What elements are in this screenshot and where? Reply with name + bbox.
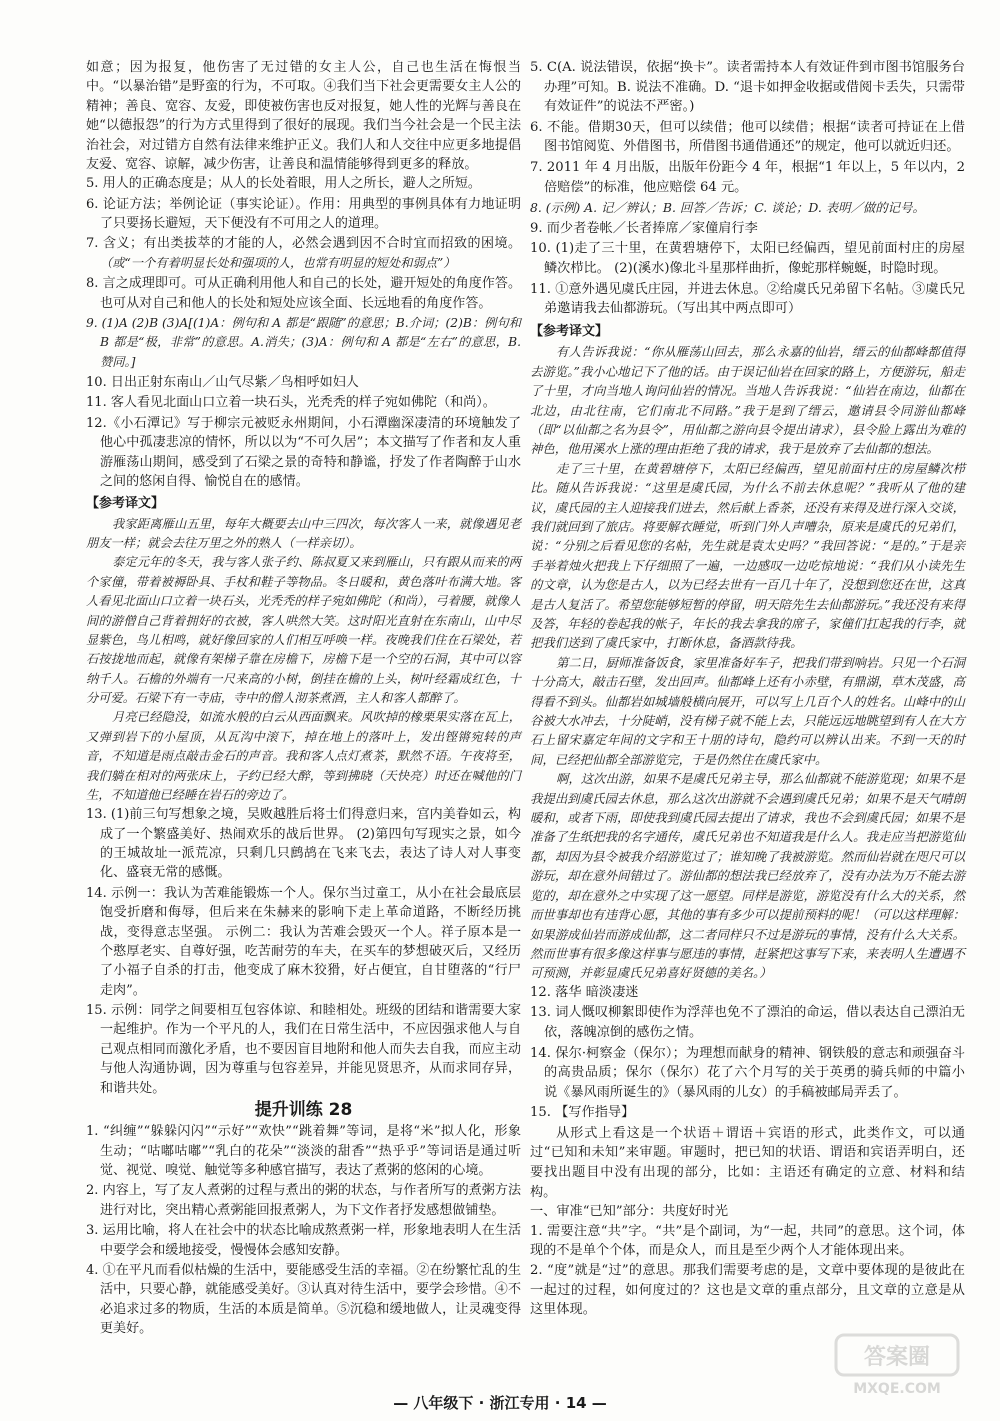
answer-12: 12.《小石潭记》写于柳宗元被贬永州期间，小石潭幽深凄清的环境触发了他心中孤凄悲凉的情怀，所以以为“不可久居”；本文描写了作者和友人重游雁荡山期间，感受到了石梁之景的奇特和静谧，抒发了作者陶醉于山水之间的悠闲自得、愉悦自在的感情。	[86, 415, 521, 489]
writing-guide-1: 从形式上看这是一个状语＋谓语＋宾语的形式，此类作文，可以通过“已知和未知”来审题。审题时，把已知的状语、谓语和宾语弄明白，还要找出题目中没有出现的部分，比如：主语还有确定的立意、材料和结构。	[530, 1125, 965, 1200]
answer-r9: 9. 而少者卷帐／长者捧席／家僮肩行李	[530, 220, 758, 236]
answer-r5: 5. C(A. 说法错误，依据“换卡”。读者需持本人有效证件到市图书馆服务台办理”可知。B. 说法不准确。D. “退卡如押金收据或借阅卡丢失，只需带有效证件”的说法不严密。)	[530, 60, 965, 115]
continued-answer: 如意；因为报复，他伤害了无过错的女主人公，自己也生活在悔恨当中。“以暴治错”是野蛮的行为，不可取。④我们当下社会更需要女主人公的精神；善良、宽容、友爱，即使被伤害也反对报复，她人性的光辉与善良在她“以德报怨”的行为方式里得到了很好的展现。我们当今社会是一个民主法治社会，对过错方自然有法律来维护正义。我们人和人交往中应更多地提倡友爱、宽容、谅解，减少伤害，让善良和温情能够得到更多的释放。	[86, 60, 521, 172]
watermark-logo-icon	[832, 1329, 962, 1399]
answer-11: 11. 客人看见北面山口立着一块石头，光秃秃的样子宛如佛陀（和尚）。	[86, 395, 496, 411]
left-column	[86, 58, 521, 1339]
answer-6: 6. 论证方法；举例论证（事实论证）。作用：用典型的事例具体有力地证明了只要扬长避短，天下便没有不可用之人的道理。	[86, 196, 521, 231]
answer-r7: 7. 2011 年 4 月出版，出版年份距今 4 年，根据“1 年以上，5 年以内，2倍赔偿”的标准，他应赔偿 64 元。	[530, 159, 965, 195]
writing-guide-3: 1. 需要注意“共”字。“共”是个副词，为“一起，共同”的意思。这个词，体现的不是单个个体，而是众人，而且是至少两个人才能体现出来。	[530, 1223, 965, 1259]
section-answer-2: 2. 内容上，写了友人煮粥的过程与煮出的粥的状态，与作者所写的煮粥方法进行对比，突出精心煮粥能回报煮粥人，为下文作者抒发感想做铺垫。	[86, 1183, 521, 1218]
reference-translation-tag-right: 【参考译文】	[530, 323, 609, 339]
section-answer-1: 1. “纠缠”“躲躲闪闪”“示好”“欢快”“跳着舞”等词，是将“米”拟人化，形象生动；“咕嘟咕嘟”“乳白的花朵”“淡淡的甜香”“热乎乎”等词语是通过听觉、视觉、嗅觉、触觉等多种感官描写，表达了煮粥的悠闲的心境。	[86, 1124, 521, 1178]
right-translation-4: 啊，这次出游，如果不是虞氏兄弟主导，那么仙都就不能游览现；如果不是我提出到虞氏园去休息，那么这次出游就不会遇到虞氏兄弟；如果不是天气晴朗暖和，或者下雨，即使我到虞氏园去提出了请求，我也不会到虞氏园；如果不是准备了生纸把我的名字通传，虞氏兄弟也不知道我是什么人。我走应当把游览仙都，却因为县令被我介绍游览过了；谁知晚了我被游览。然而仙岩就在咫尺可以游玩，却在意外间错过了。游仙都的想法我已经放弃了，没有办法为万不能去游览的，却在意外之中实现了这一愿望。同样是游览，游览没有什么大的关系，然而世事却也有违背心愿，其他的事有多少可以提前预料的呢！（可以这样理解：如果游成仙岩而游成仙都，这二者同样只不过是游玩的事情，没有什么大关系。然而世事有很多像这样事与愿违的事情，赶紧把这事写下来，来表明人生遭遇不可预测，并彰显虞氏兄弟喜好贤德的美名。）	[530, 771, 965, 981]
right-column	[530, 58, 965, 1320]
answer-r15: 15. 【写作指导】	[530, 1105, 635, 1121]
translation-paragraph-3: 月亮已经隐没，如流水般的白云从西面飘来。风吹掉的橡栗果实落在瓦上，又弹到岩下的小屋顶，从瓦沟中滚下，掉在地上的落叶上，发出铿锵宛转的声音，不知道是雨点敲击金石的声音。我和客人点灯煮茶，默然不语。午夜将至，我们躺在相对的两张床上，子约已经大醉，等到拂晓（天快亮）时还在喊他的门生，不知道他已经睡在岩石的旁边了。	[86, 710, 521, 802]
section-answer-4: 4. ①在平凡而看似枯燥的生活中，要能感受生活的幸福。②在纷繁忙乱的生活中，只要心静，就能感受美好。③认真对待生活中，要学会珍惜。④不必追求过多的物质，生活的本质是简单。⑤沉稳和缓地做人，让灵魂变得更美好。	[86, 1262, 521, 1336]
answer-13: 13. (1)前三句写想象之境，吴败越胜后将士们得意归来，宫内美眷如云，构成了一个繁盛美好、热闹欢乐的战后世界。 (2)第四句写现实之景，如今的王城故址一派荒凉，只剩几只鹧鸪在飞来飞去，表达了诗人对人事变化、盛衰无常的感慨。	[86, 807, 521, 881]
svg-text:答案圈: 答案圈	[863, 1345, 931, 1370]
answer-9: 9. (1)A (2)B (3)A[(1)A：例句和 A 都是“跟随”的意思；B.介词；(2)B：例句和 B 都是“极，非常”的意思。A.消失；(3)A：例句和 A 都是“左右”的意思，B.赞同。]	[86, 315, 521, 369]
right-translation-3: 第二日，厨师准备饭食，家里准备好车子，把我们带到响岩。只见一个石洞十分高大，敲击石壁，发出回声。仙都峰上还有小赤壁，有鼎湖，草木茂盛，高得看不到头。仙都岩如城墙般横向展开，可以写上几百个人的姓名。山峰中的山谷被大水冲去，十分陡峭，没有梯子就不能上去，只能远远地眺望到有人在大方石上留宋嘉定年间的文字和王十朋的诗句，隐约可以辨认出来。不到一天的时间，已经把仙都全部游览完，于是仍然住在虞氏家中。	[530, 654, 965, 767]
answer-10: 10. 日出正射东南山／山气尽紫／鸟相呼如妇人	[86, 375, 359, 390]
answer-r13: 13. 词人慨叹柳絮即使作为浮萍也免不了漂泊的命运，借以表达自己漂泊无依，落魄凉倒的感伤之情。	[530, 1005, 965, 1040]
reference-translation-tag: 【参考译文】	[86, 496, 165, 512]
answer-r8: 8. (示例) A. 记／辨认；B. 回答／告诉；C. 谈论；D. 表明／做的记号。	[530, 200, 925, 216]
answer-15: 15. 示例：同学之间要相互包容体谅、和睦相处。班级的团结和谐需要大家一起维护。作为一个平凡的人，我们在日常生活中，不应因强求他人与自己观点相同而激化矛盾，也不要因盲目地附和他人而失去自我，而应主动与他人沟通协调，因为尊重与包容差异，并能见贤思齐，从而求同存异，和谐共处。	[86, 1003, 521, 1096]
svg-text:MXQE.COM: MXQE.COM	[853, 1381, 941, 1397]
answer-14: 14. 示例一：我认为苦难能锻炼一个人。保尔当过童工，从小在社会最底层饱受折磨和侮辱，但后来在朱赫来的影响下走上革命道路，不断经历挑战，变得意志坚强。 示例二：我认为苦难会毁灭一个人。祥子原本是一个憨厚老实、自尊好强，吃苦耐劳的车夫，在买车的梦想破灭后，又经历了小福子自杀的打击，他变成了麻木狡猾，好占便宜，自甘堕落的“行尸走肉”。	[86, 885, 521, 998]
section-title: 提升训练 28	[254, 1099, 353, 1120]
answer-r14: 14. 保尔·柯察金（保尔）；为理想而献身的精神、钢铁般的意志和顽强奋斗的高贵品质；保尔（保尔）花了六个月写的关于英勇的骑兵师的中篇小说《暴风雨所诞生的》（暴风雨的儿女）的手稿被邮局弄丢了。	[530, 1045, 965, 1100]
page-footer: — 八年级下 · 浙江专用 · 14 —	[393, 1394, 607, 1412]
answer-r6: 6. 不能。借期30天，但可以续借；他可以续借；根据“读者可持证在上借图书馆阅览、外借图书，所借图书通借通还”的规定，他可以就近归还。	[530, 119, 965, 155]
right-translation-2: 走了三十里，在黄碧塘停下，太阳已经偏西，望见前面村庄的房屋鳞次栉比。随从告诉我说：“这里是虞氏园，为什么不前去休息呢？”我听从了他的建议，虞氏园的主人迎接我们进去，然后献上香茶，还没有来得及进行深入交谈，我们就回到了旅店。将要解衣睡觉，听到门外人声嘈杂，原来是虞氏的兄弟们，说：“分别之后看见您的名帖，先生就是袁太史吗？”我回答说：“是的。”于是亲手举着烛火把我上下仔细照了一遍，一边感叹一边吃惊地说：“我们从小读先生的文章，认为您是古人，以为已经去世有一百几十年了，没想到您还在世，这真是古人复活了。希望您能够短暂的停留，明天陪先生去仙都游玩。”我还没有来得及答，年轻的卷起我的帐子，年长的我去拿我的席子，家僮们扛起我的行李，就把我们送到了虞氏家中，打断休息，备酒款待我。	[530, 460, 965, 651]
answer-7-text: 7. 含义；有出类拔萃的才能的人，必然会遇到因不合时宜而招致的困境。	[86, 236, 521, 252]
answer-r12: 12. 落华 暗淡凄迷	[530, 984, 639, 1000]
writing-guide-4: 2. “度”就是“过”的意思。那我们需要考虑的是，文章中要体现的是彼此在一起过的过程，如何度过的？这也是文章的重点部分，且文章的立意是从这里体现。	[530, 1263, 965, 1318]
answer-5: 5. 用人的正确态度是；从人的长处着眼，用人之所长，避人之所短。	[86, 176, 481, 192]
answer-7-note: （或“一个有着明显长处和强项的人，也常有明显的短处和弱点”）	[100, 255, 456, 270]
answer-8: 8. 言之成理即可。可从正确利用他人和自己的长处，避开短处的角度作答。也可从对自己和他人的长处和短处应该全面、长远地看的角度作答。	[86, 276, 521, 311]
answer-7	[86, 234, 521, 273]
answer-r10: 10. (1)走了三十里，在黄碧塘停下，太阳已经偏西，望见前面村庄的房屋鳞次栉比。 (2)(溪水)像北斗星那样曲折，像蛇那样蜿蜒，时隐时现。	[530, 241, 965, 276]
answer-r11: 11. ①意外遇见虞氏庄园，并进去休息。②给虞氏兄弟留下名帖。③虞氏兄弟邀请我去仙都游玩。（写出其中两点即可）	[530, 281, 965, 317]
writing-guide-2: 一、审准“已知”部分：共度好时光	[530, 1204, 729, 1220]
right-translation-1: 有人告诉我说：“你从雁荡山回去，那么永嘉的仙岩，缙云的仙都峰都值得去游览。”我小心地记下了他的话。由于误记仙岩在回家的路上，方便游玩，船走了十里，才向当地人询问仙岩的情况。当地人告诉我说：“仙岩在南边，仙都在北边，由北往南，它们南北不同路。”我于是到了缙云，邀请县令同游仙都峰（即“以仙都之名为县令”，用仙都之游向县令提出请求），县令脸上露出为难的神色，他用溪水上涨的理由拒绝了我的请求，我于是放弃了去仙都的想法。	[530, 344, 965, 457]
section-answer-3: 3. 运用比喻，将人在社会中的状态比喻成熬煮粥一样，形象地表明人在生活中要学会和缓地接受，慢慢体会感知安静。	[86, 1223, 521, 1258]
translation-paragraph-1: 我家距离雁山五里，每年大概要去山中三四次，每次客人一来，就像遇见老朋友一样；就会去往万里之外的熟人（一样亲切）。	[86, 516, 521, 550]
translation-paragraph-2: 泰定元年的冬天，我与客人张子约、陈叔夏又来到雁山，只有跟从而来的两个家僮，带着被褥卧具、手杖和鞋子等物品。冬日暖和，黄色落叶布满大地。客人看见北面山口立着一块石头，光秃秃的样子宛如佛陀（和尚），弓着腰，就像人间的游僧自己背着拥好的衣被，客人哄然大笑。这时阳光直射在东南山，山中尽显紫色，鸟儿相鸣，就好像回家的人们相互呼唤一样。夜晚我们住在石梁处，若石按拢地而起，就像有架梯子靠在房檐下，房檐下是一个空的石洞，其中可以容纳千人。石檐的外端有一尺来高的小树，倒挂在檐的上头，树叶经霜成红色，十分可爱。石梁下有一寺庙，寺中的僧人沏茶煮酒，主人和客人都醉了。	[86, 555, 521, 705]
